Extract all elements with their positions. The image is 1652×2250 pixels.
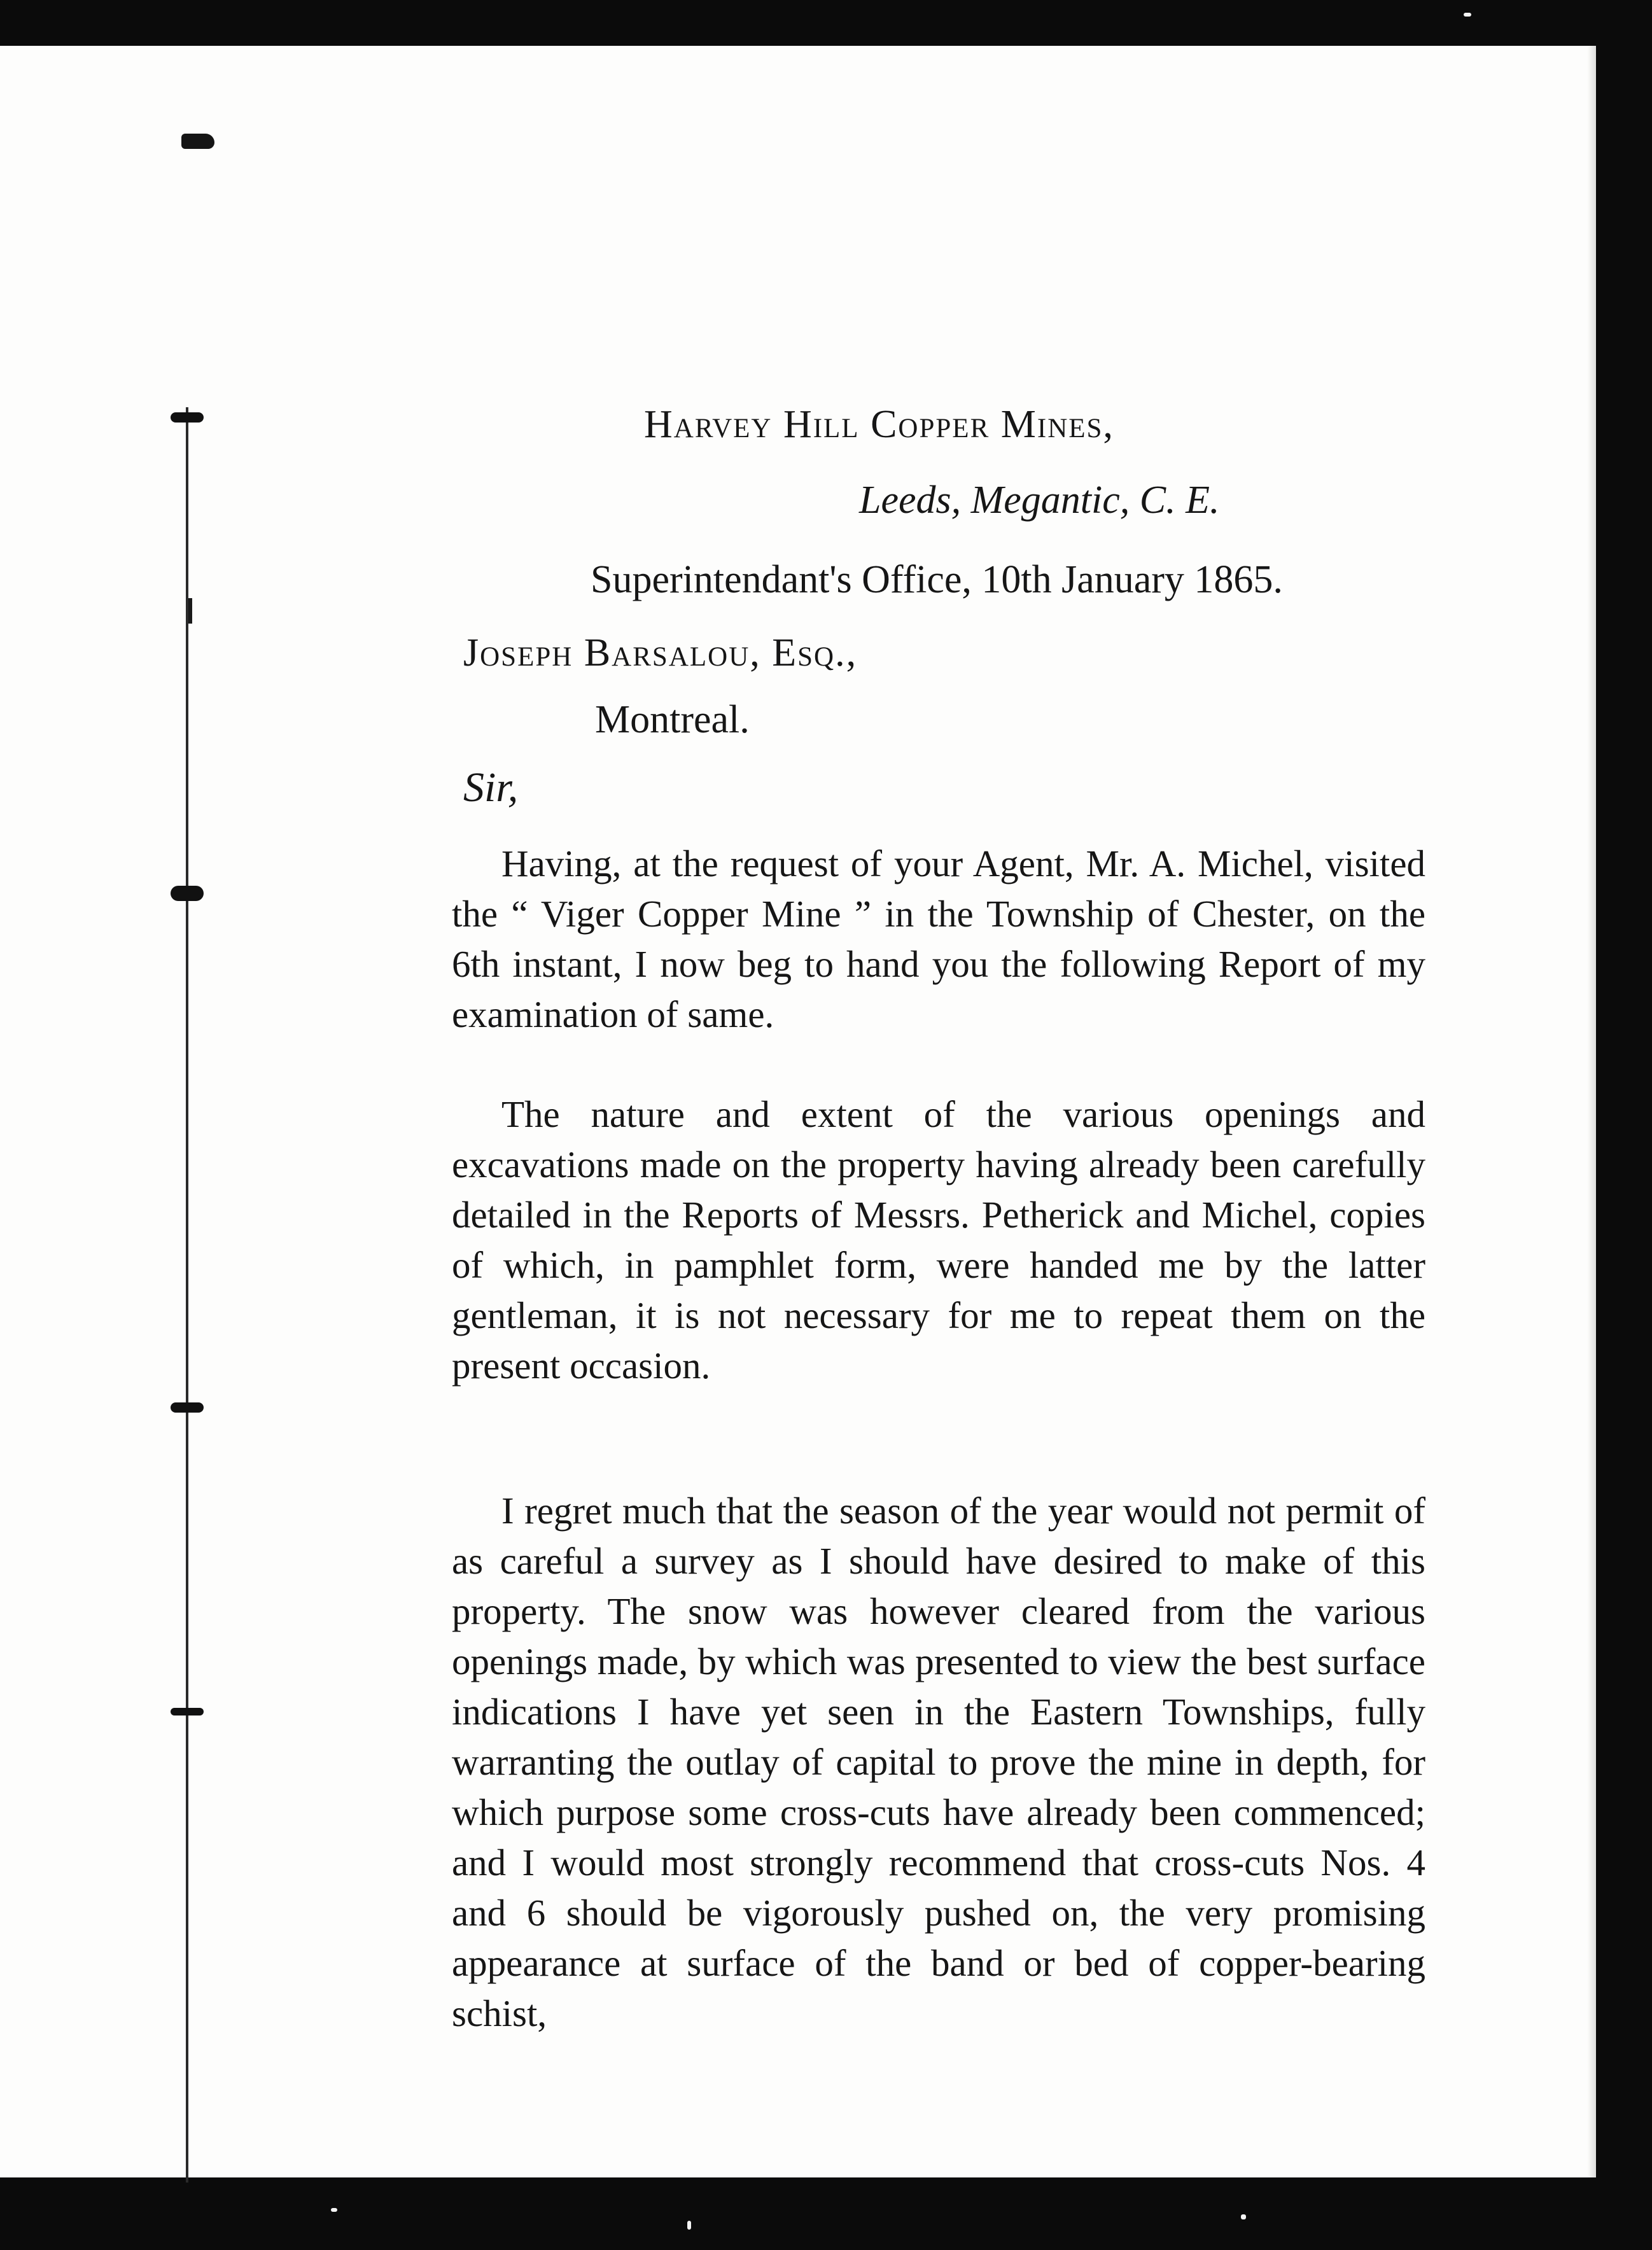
scan-speck	[687, 2221, 691, 2230]
scan-speck	[1241, 2214, 1246, 2219]
binding-mark	[188, 598, 192, 624]
binding-stitch	[171, 412, 204, 423]
binding-stitch	[171, 1708, 204, 1715]
binding-stitch	[171, 1402, 204, 1413]
body-paragraph-3: I regret much that the season of the year would not permit of as careful a survey as I should have desired to make of this property. The snow was however cleared from the various openings made, by which was presented to view the best surface indications I have yet seen in the Eastern Townships, fully warranting the outlay of capital to prove the mine in depth, for which purpose some cross-cuts have already been commenced; and I would most strongly recommend that cross-cuts Nos. 4 and 6 should be vigorously pushed on, the very promising appearance at surface of the band or bed of copper-bearing schist,	[452, 1490, 1425, 2034]
binding-mark	[181, 134, 214, 149]
addressee-name: Joseph Barsalou, Esq.,	[463, 631, 858, 674]
binding-stitch-line	[186, 407, 188, 2183]
letterhead-date: Superintendant's Office, 10th January 1865.	[591, 558, 1283, 601]
letterhead-title: Harvey Hill Copper Mines,	[644, 403, 1114, 446]
binding-stitch	[171, 886, 204, 901]
body-paragraph-2: The nature and extent of the various openings and excavations made on the property having already been carefully detailed in the Reports of Messrs. Petherick and Michel, copies of which, in pamphlet form, were handed me by the latter gentleman, it is not necessary for me to repeat them on the present occasion.	[452, 1093, 1425, 1387]
scan-speck	[331, 2208, 337, 2212]
salutation: Sir,	[463, 764, 519, 811]
scan-speck	[1464, 13, 1471, 17]
body-paragraph-1: Having, at the request of your Agent, Mr. A. Michel, visited the “ Viger Copper Mine ” in the Township of Chester, on the 6th instant, I now beg to hand you the following Report of my examination of same.	[452, 842, 1425, 1035]
letterhead-location: Leeds, Megantic, C. E.	[859, 479, 1220, 522]
addressee-city: Montreal.	[595, 698, 750, 741]
